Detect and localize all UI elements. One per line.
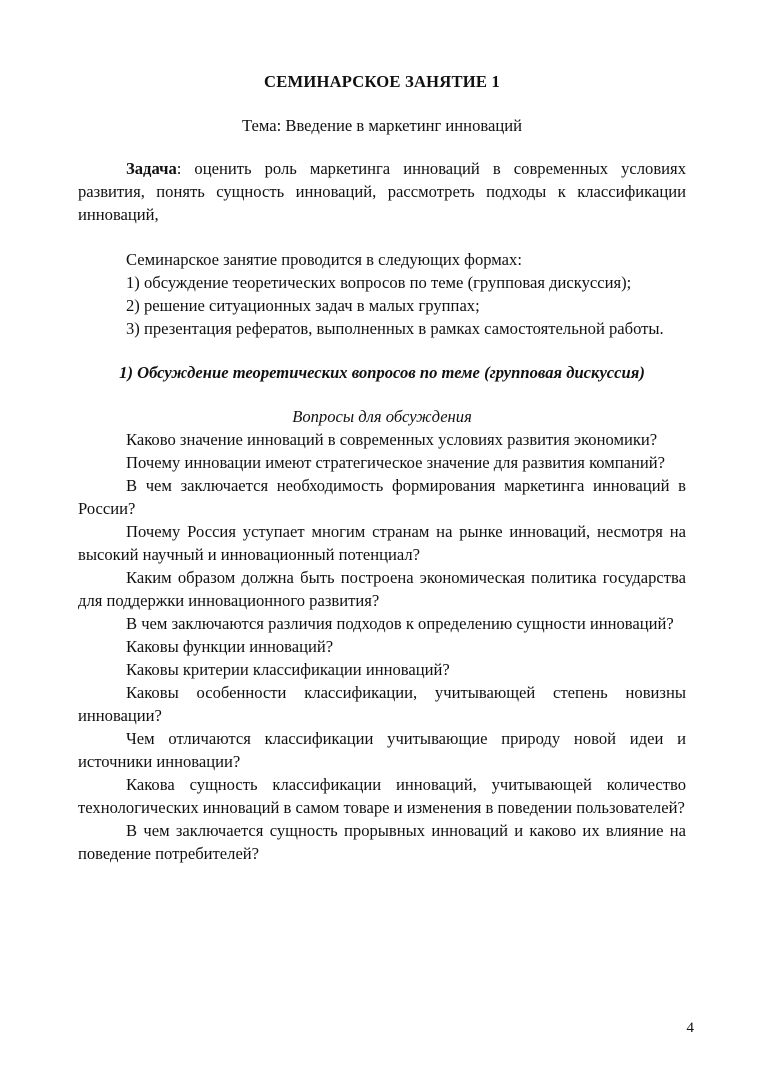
topic-line: Тема: Введение в маркетинг инноваций: [242, 116, 522, 135]
forms-block: [78, 248, 686, 340]
forms-item: 1) обсуждение теоретических вопросов по теме (групповая дискуссия);: [126, 273, 632, 292]
task-paragraph: [78, 157, 686, 226]
forms-item: 2) решение ситуационных задач в малых группах;: [126, 296, 480, 315]
section-heading: 1) Обсуждение теоретических вопросов по теме (групповая дискуссия): [119, 363, 645, 382]
question-item: Почему Россия уступает многим странам на рынке инноваций, несмотря на высокий научный и инновационный потенциал?: [78, 522, 686, 564]
question-item: В чем заключается сущность прорывных инноваций и каково их влияние на поведение потребителей?: [78, 821, 686, 863]
question-item: В чем заключаются различия подходов к определению сущности инноваций?: [126, 614, 674, 633]
task-label: Задача: [126, 159, 177, 178]
forms-item: 3) презентация рефератов, выполненных в рамках самостоятельной работы.: [126, 319, 664, 338]
task-text: : оценить роль маркетинга инноваций в современных условиях развития, понять сущность инноваций, рассмотреть подходы к классификации инноваций,: [78, 159, 686, 224]
questions-header: Вопросы для обсуждения: [292, 407, 472, 426]
question-item: Почему инновации имеют стратегическое значение для развития компаний?: [126, 453, 666, 472]
page-title: СЕМИНАРСКОЕ ЗАНЯТИЕ 1: [264, 72, 500, 91]
question-item: Каковы функции инноваций?: [126, 637, 334, 656]
question-item: Какова сущность классификации инноваций, учитывающей количество технологических инноваций в самом товаре и изменения в поведении пользователей?: [78, 775, 686, 817]
questions-list: [78, 428, 686, 865]
question-item: Чем отличаются классификации учитывающие природу новой идеи и источники инновации?: [78, 729, 686, 771]
question-item: Каково значение инноваций в современных условиях развития экономики?: [126, 430, 658, 449]
question-item: Каким образом должна быть построена экономическая политика государства для поддержки инновационного развития?: [78, 568, 686, 610]
question-item: Каковы критерии классификации инноваций?: [126, 660, 450, 679]
page-content: [78, 70, 686, 865]
question-item: В чем заключается необходимость формирования маркетинга инноваций в России?: [78, 476, 686, 518]
page-number: 4: [686, 1020, 694, 1036]
question-item: Каковы особенности классификации, учитывающей степень новизны инновации?: [78, 683, 686, 725]
forms-intro: Семинарское занятие проводится в следующих формах:: [126, 250, 522, 269]
